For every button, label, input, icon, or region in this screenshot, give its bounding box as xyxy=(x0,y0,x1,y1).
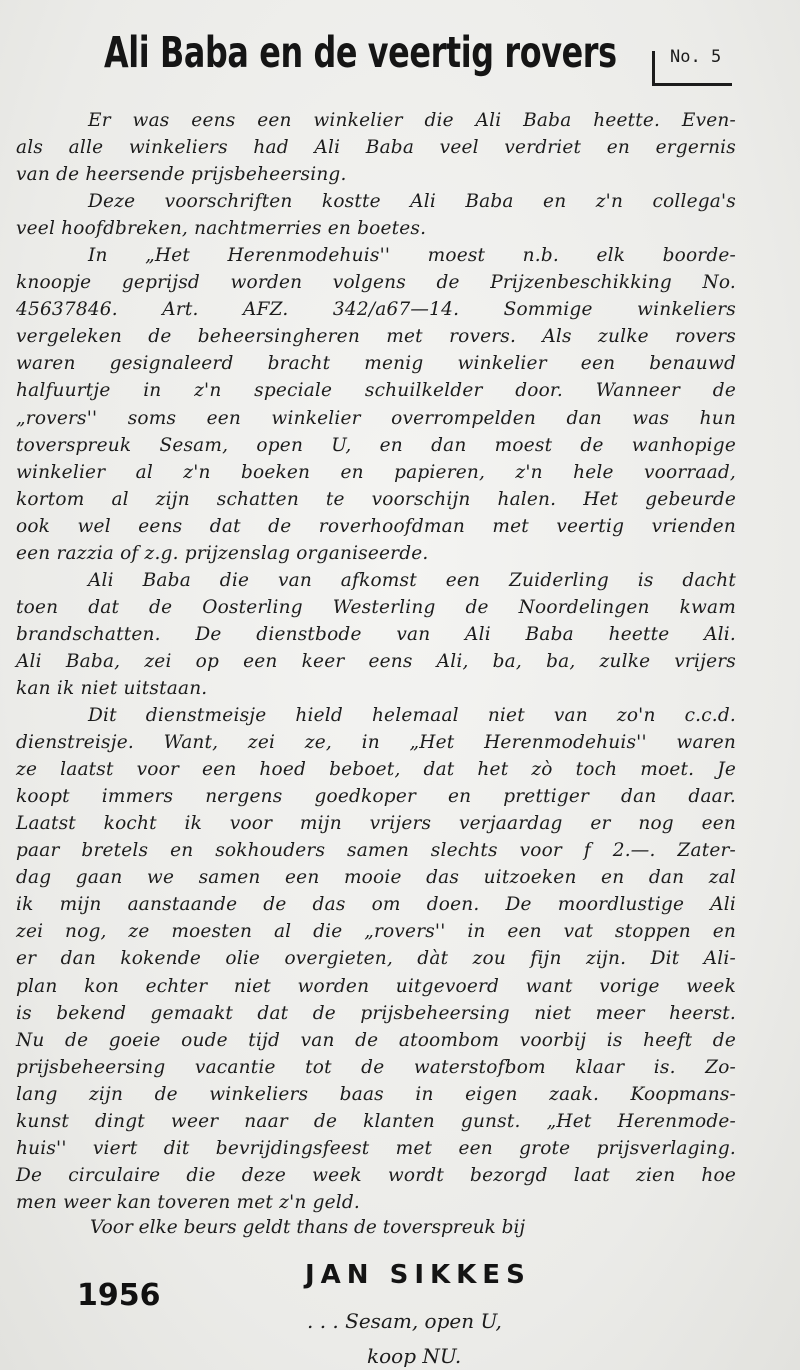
issue-number: No. 5 xyxy=(670,47,722,67)
article-line: plan kon echter niet worden uitgevoerd want vorige week xyxy=(16,975,736,997)
article-line: waren gesignaleerd bracht menig winkelier een benauwd xyxy=(16,353,736,375)
advertiser-name: JAN SIKKES xyxy=(305,1260,531,1290)
article-line: er dan kokende olie overgieten, dàt zou fijn zijn. Dit Ali- xyxy=(16,948,736,970)
article-line: halfuurtje in z'n speciale schuilkelder door. Wanneer de xyxy=(16,380,736,402)
article-line: Laatst kocht ik voor mijn vrijers verjaardag er nog een xyxy=(16,813,736,835)
closing-line: Voor elke beurs geldt thans de toverspreuk bij xyxy=(90,1217,526,1238)
article-line: ik mijn aanstaande de das om doen. De moordlustige Ali xyxy=(16,894,736,916)
article-title: Ali Baba en de veertig rovers xyxy=(104,28,617,78)
article-line: als alle winkeliers had Ali Baba veel verdriet en ergernis xyxy=(16,137,736,159)
article-line: dag gaan we samen een mooie das uitzoeken en dan zal xyxy=(16,867,736,889)
article-line: knoopje geprijsd worden volgens de Prijzenbeschikking No. xyxy=(16,272,736,294)
article-line: ook wel eens dat de roverhoofdman met veertig vrienden xyxy=(16,515,736,537)
article-line: 45637846. Art. AFZ. 342/a67—14. Sommige winkeliers xyxy=(16,299,736,321)
article-line: een razzia of z.g. prijzenslag organiseerde. xyxy=(16,542,429,564)
article-line: men weer kan toveren met z'n geld. xyxy=(16,1191,361,1213)
slogan-line-1: . . . Sesam, open U, xyxy=(307,1309,502,1333)
slogan-line-2: koop NU. xyxy=(367,1344,462,1368)
article-line: veel hoofdbreken, nachtmerries en boetes. xyxy=(16,218,427,240)
article-line: huis'' viert dit bevrijdingsfeest met een grote prijsverlaging. xyxy=(16,1137,736,1159)
article-line: De circulaire die deze week wordt bezorgd laat zien hoe xyxy=(16,1164,736,1186)
article-line: lang zijn de winkeliers baas in eigen zaak. Koopmans- xyxy=(16,1083,736,1105)
article-line: winkelier al z'n boeken en papieren, z'n hele voorraad, xyxy=(16,461,736,483)
article-line: toen dat de Oosterling Westerling de Noordelingen kwam xyxy=(16,596,736,618)
article-line: Deze voorschriften kostte Ali Baba en z'n collega's xyxy=(88,191,736,213)
article-line: ze laatst voor een hoed beboet, dat het zò toch moet. Je xyxy=(16,759,736,781)
article-line: is bekend gemaakt dat de prijsbeheersing niet meer heerst. xyxy=(16,1002,736,1024)
article-line: van de heersende prijsbeheersing. xyxy=(16,164,347,186)
article-line: Nu de goeie oude tijd van de atoombom voorbij is heeft de xyxy=(16,1029,736,1051)
issue-number-box xyxy=(652,45,732,86)
article-line: dienstreisje. Want, zei ze, in „Het Herenmodehuis'' waren xyxy=(16,732,736,754)
article-line: Er was eens een winkelier die Ali Baba heette. Even- xyxy=(88,110,736,131)
issue-bracket xyxy=(652,51,655,83)
article-line: vergeleken de beheersingheren met rovers. Als zulke rovers xyxy=(16,326,736,348)
article-line: In „Het Herenmodehuis'' moest n.b. elk boorde- xyxy=(88,245,736,267)
article-line: toverspreuk Sesam, open U, en dan moest de wanhopige xyxy=(16,434,736,456)
article-line: kan ik niet uitstaan. xyxy=(16,677,208,699)
article-line: kortom al zijn schatten te voorschijn halen. Het gebeurde xyxy=(16,488,736,510)
article-body xyxy=(16,107,736,1216)
article-line: Ali Baba die van afkomst een Zuiderling is dacht xyxy=(88,569,736,591)
article-line: paar bretels en sokhouders samen slechts voor f 2.—. Zater- xyxy=(16,840,736,862)
article-line: brandschatten. De dienstbode van Ali Baba heette Ali. xyxy=(16,623,736,645)
article-line: zei nog, ze moesten al die „rovers'' in een vat stoppen en xyxy=(16,921,736,943)
article-line: prijsbeheersing vacantie tot de waterstofbom klaar is. Zo- xyxy=(16,1056,736,1078)
article-line: Dit dienstmeisje hield helemaal niet van zo'n c.c.d. xyxy=(88,705,736,727)
year-label: 1956 xyxy=(77,1278,161,1313)
article-line: koopt immers nergens goedkoper en prettiger dan daar. xyxy=(16,786,736,808)
article-line: Ali Baba, zei op een keer eens Ali, ba, ba, zulke vrijers xyxy=(16,650,736,672)
article-line: „rovers'' soms een winkelier overrompelden dan was hun xyxy=(16,407,736,429)
article-line: kunst dingt weer naar de klanten gunst. „Het Herenmode- xyxy=(16,1110,736,1132)
